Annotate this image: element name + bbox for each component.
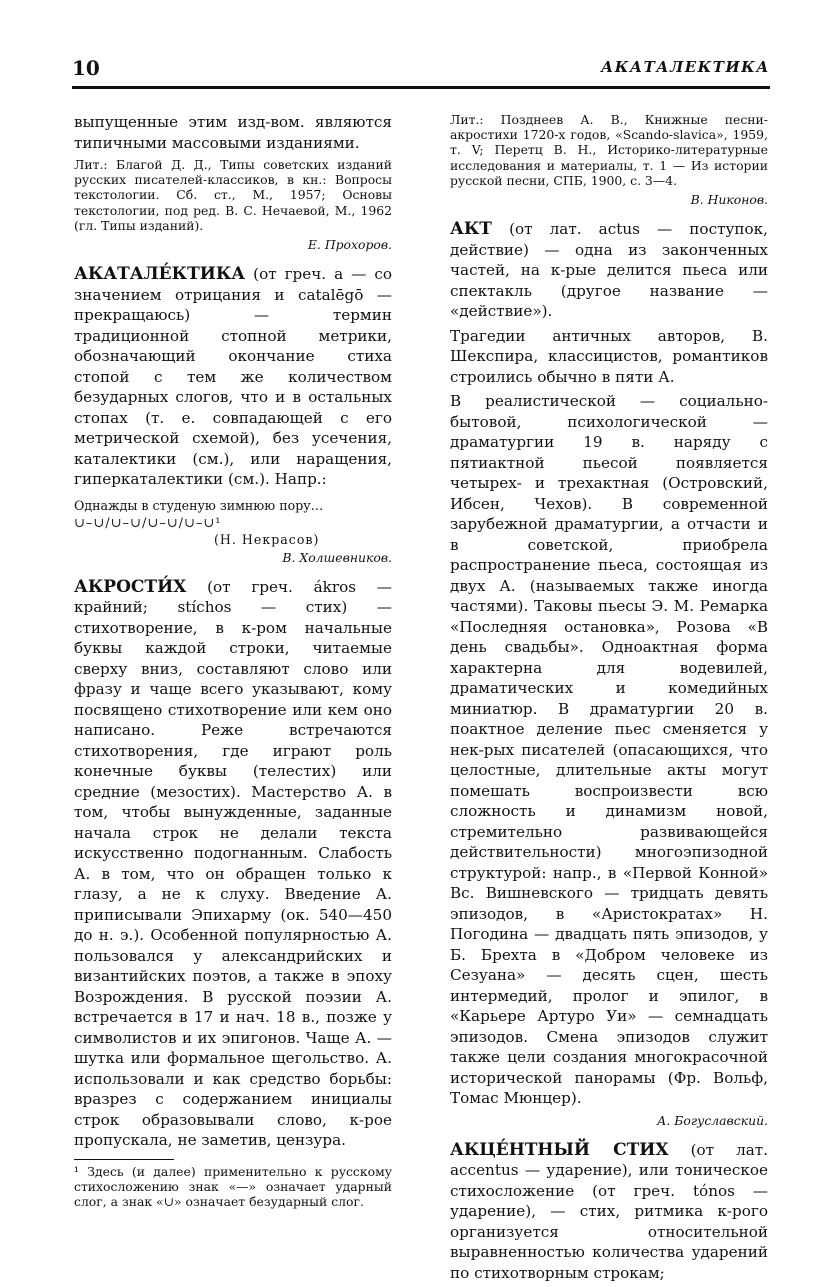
- entry-text: (от лат. accentus — ударение), или тоническое стихосложение (от греч. tónos — ударение), — стих, ритмика к-рого организуется относительной выравненностью количества ударений по стихотворным строкам;: [450, 1140, 769, 1282]
- entry-headword: АКРОСТИ́Х: [74, 576, 187, 597]
- left-column: [74, 112, 392, 1213]
- page-header: [72, 52, 770, 82]
- entry-headword: АКАТАЛЕ́КТИКА: [74, 264, 246, 285]
- poem-line: Однажды в студеную зимнюю пору…: [74, 497, 324, 513]
- poem-source: (Н. Некрасов): [214, 531, 320, 547]
- literature-note: Лит.: Позднеев А. В., Книжные песни-акростихи 1720-х годов, «Scando-slavica», 1959, т. V; Перетц В. Н., Историко-литературные исследования и материалы, т. 1 — Из истории русской песни, СПБ, 1900, с. 3—4.: [450, 112, 768, 188]
- literature-note: Лит.: Благой Д. Д., Типы советских изданий русских писателей-классиков, в кн.: Вопросы текстологии. Сб. ст., М., 1957; Основы текстологии, под ред. В. С. Нечаевой, М., 1962 (гл. Типы изданий).: [74, 157, 392, 233]
- continued-text: выпущенные этим изд-вом. являются типичными массовыми изданиями.: [74, 113, 392, 152]
- entry-text: (от лат. actus — поступок, действие) — одна из законченных частей, на к-рые делится пьеса или спектакль (другое название — «действие»).: [450, 220, 769, 321]
- author-signature: В. Холшевников.: [282, 549, 392, 565]
- entry-paragraph: В реалистической — социально-бытовой, психологической — драматургии 19 в. наряду с пятиактной пьесой появляется четырех- и трехактная (Островский, Ибсен, Чехов). В современной зарубежной драматургии, а отчасти и в советской, приобрела распространение пьеса, состоящая из двух А. (называемых также иногда частями). Таковы пьесы Э. М. Ремарка «Последняя остановка», Розова «В день свадьбы». Одноактная форма характерна для водевилей, драматических и комедийных миниатюр. В драматургии 20 в. поактное деление пьес сменяется у нек-рых писателей (опасающихся, что целостные, длительные акты могут помешать воспроизвести всю сложность и динамизм новой, стремительно развивающейся действительности) многоэпизодной структурой: напр., в «Первой Конной» Вс. Вишневского — тридцать девять эпизодов, в «Аристократах» Н. Погодина — двадцать пять эпизодов, у Б. Брехта в «Добром человеке из Сезуана» — десять сцен, шесть интермедий, пролог и эпилог, в «Карьере Артуро Уи» — семнадцать эпизодов. Смена эпизодов служит также цели создания многокрасочной исторической панорамы (Фр. Вольф, Томас Мюнцер).: [450, 392, 768, 1108]
- entry-akatalektika: [74, 264, 392, 490]
- entry-akt: [450, 219, 768, 322]
- entry-akcentny-stih: [450, 1140, 768, 1284]
- author-signature: Е. Прохоров.: [307, 237, 392, 253]
- entry-headword: АКТ: [450, 219, 492, 240]
- footnote-rule: [74, 1159, 174, 1160]
- entry-paragraph: Трагедии античных авторов, В. Шекспира, классицистов, романтиков строились обычно в пяти А.: [450, 326, 768, 386]
- page-number: 10: [72, 56, 100, 80]
- footnote: ¹ Здесь (и далее) применительно к русскому стихосложению знак «—» означает ударный слог, а знак «∪» означает безударный слог.: [74, 1163, 392, 1209]
- entry-headword: АКЦЕ́НТНЫЙ СТИХ: [450, 1139, 669, 1160]
- author-signature: А. Богуславский.: [657, 1112, 768, 1128]
- header-rule: [72, 86, 770, 89]
- meter-scheme: ∪–∪/∪–∪/∪–∪/∪–∪¹: [74, 515, 222, 531]
- right-column: [450, 112, 768, 1287]
- author-signature: В. Никонов.: [690, 192, 768, 208]
- entry-text: (от греч. a — со значением отрицания и catalēgō — прекращаюсь) — термин традиционной стопной метрики, обозначающий окончание стиха стопой с тем же количеством безударных слогов, что и в остальных стопах (т. е. совпадающей с его метрической схемой), без усечения, каталектики (см.), или наращения, гиперкаталектики (см.). Напр.:: [74, 265, 392, 489]
- running-title: АКАТАЛЕКТИКА: [601, 58, 770, 76]
- entry-akrostih: [74, 577, 392, 1151]
- entry-text: (от греч. ákros — крайний; stíchos — стих) — стихотворение, в к-ром начальные буквы каждой строки, читаемые сверху вниз, составляют слово или фразу и чаще всего указывают, кому посвящено стихотворение или кем оно написано. Реже встречаются стихотворения, где играют роль конечные буквы (телестих) или средние (мезостих). Мастерство А. в том, чтобы вынужденные, заданные начала строк не делали текста искусственно подогнанным. Слабость А. в том, что он обращен только к глазу, а не к слуху. Введение А. приписывали Эпихарму (ок. 540—450 до н. э.). Особенной популярностью А. пользовался у александрийских и византийских поэтов, а также в эпоху Возрождения. В русской поэзии А. встречается в 17 и нач. 18 в., позже у символистов и их эпигонов. Чаще А. — шутка или формальное щегольство. А. использовали и как средство борьбы: вразрез с содержанием инициалы строк образовывали слово, к-рое пропускала, не заметив, цензура.: [74, 577, 392, 1150]
